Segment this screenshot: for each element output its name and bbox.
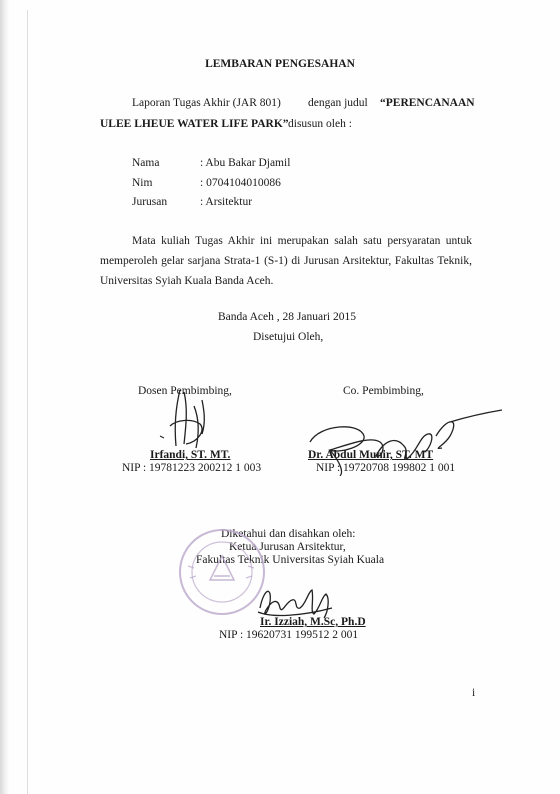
- scan-edge: [0, 0, 10, 794]
- field-value-jurusan: : Arsitektur: [200, 196, 253, 208]
- advisor-name: Irfandi, ST. MT.: [150, 449, 231, 461]
- approval-faculty: Fakultas Teknik Universitas Syiah Kuala: [196, 554, 385, 566]
- place-date: Banda Aceh , 28 Januari 2015: [218, 311, 356, 323]
- page-number: i: [472, 687, 476, 699]
- approved-label: Disetujui Oleh,: [253, 331, 324, 343]
- intro-text-1b: dengan judul: [308, 97, 368, 109]
- page-title: LEMBARAN PENGESAHAN: [205, 58, 355, 70]
- advisor-role: Dosen Pembimbing,: [138, 385, 232, 397]
- head-name: Ir. Izziah, M.Sc, Ph.D: [260, 616, 366, 628]
- co-advisor-role: Co. Pembimbing,: [343, 385, 424, 397]
- body-paragraph-line-3: Universitas Syiah Kuala Banda Aceh.: [100, 275, 274, 287]
- co-advisor-name: Dr. Abdul Munir, ST. MT: [308, 449, 434, 461]
- field-label-nama: Nama: [132, 157, 160, 169]
- approval-role: Ketua Jurusan Arsitektur,: [229, 541, 346, 553]
- head-nip: NIP : 19620731 199512 2 001: [219, 629, 359, 641]
- field-label-nim: Nim: [132, 177, 153, 189]
- body-paragraph-line-1: Mata kuliah Tugas Akhir ini merupakan salah satu persyaratan untuk: [132, 235, 472, 247]
- intro-text-2b: disusun oleh :: [288, 118, 352, 130]
- intro-text-1a: Laporan Tugas Akhir (JAR 801): [132, 97, 281, 109]
- field-value-nim: : 0704104010086: [200, 177, 281, 189]
- intro-text-1c: “PERENCANAAN: [380, 97, 475, 109]
- scan-edge-line: [27, 10, 28, 794]
- approval-known: Diketahui dan disahkan oleh:: [221, 528, 356, 540]
- intro-text-2a: ULEE LHEUE WATER LIFE PARK”: [100, 118, 289, 130]
- co-advisor-nip: NIP : 19720708 199802 1 001: [316, 462, 456, 474]
- body-paragraph-line-2: memperoleh gelar sarjana Strata-1 (S-1) di Jurusan Arsitektur, Fakultas Teknik,: [100, 255, 472, 267]
- field-label-jurusan: Jurusan: [132, 196, 168, 208]
- field-value-nama: : Abu Bakar Djamil: [200, 157, 291, 169]
- advisor-nip: NIP : 19781223 200212 1 003: [122, 462, 262, 474]
